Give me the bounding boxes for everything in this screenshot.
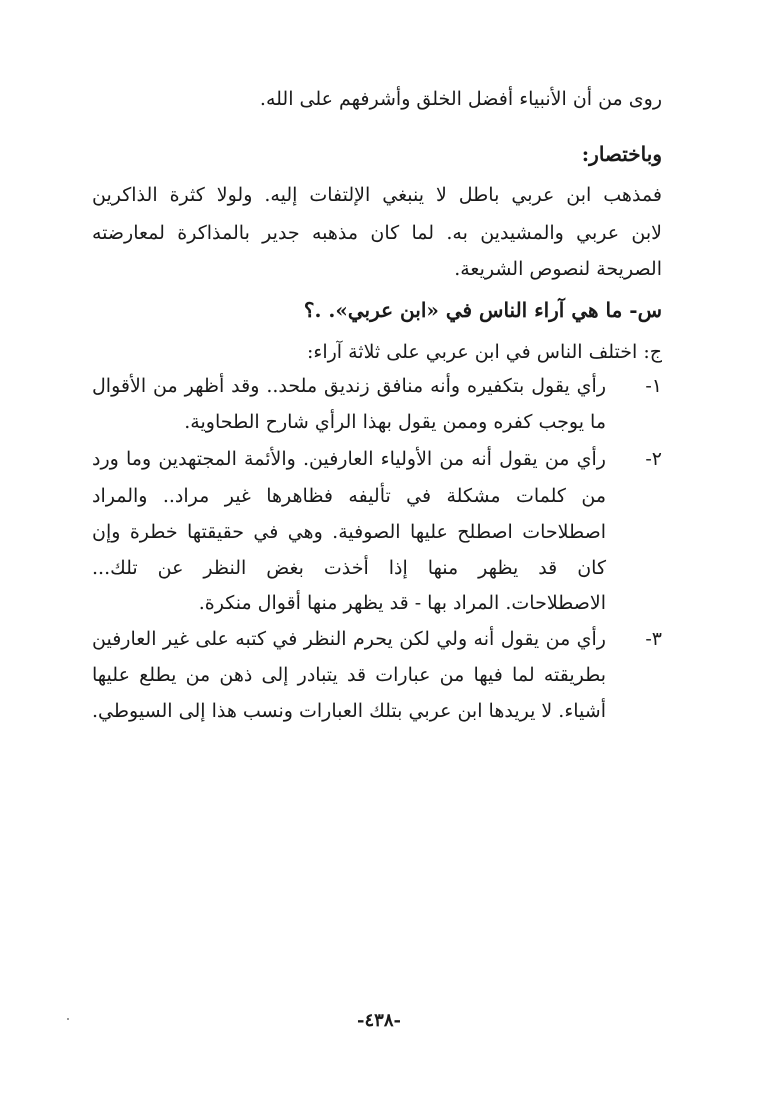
opinion-line: رأي من يقول أنه من الأولياء العارفين. والأئمة المجتهدين وما ورد: [92, 448, 606, 470]
opinion-line: بطريقته لما فيها من عبارات قد يتبادر إلى ذهن من يطلع عليها: [92, 664, 606, 686]
opinion-line: ما يوجب كفره وممن يقول بهذا الرأي شارح الطحاوية.: [184, 411, 606, 433]
opinion-line: رأي من يقول أنه ولي لكن يحرم النظر في كتبه على غير العارفين: [92, 628, 606, 650]
summary-line: الصريحة لنصوص الشريعة.: [454, 258, 662, 280]
opinion-line: كان قد يظهر منها إذا أخذت بغض النظر عن تلك...: [92, 557, 606, 579]
summary-line: فمذهب ابن عربي باطل لا ينبغي الإلتفات إليه. ولولا كثرة الذاكرين: [92, 184, 662, 206]
answer-intro: ج: اختلف الناس في ابن عربي على ثلاثة آراء:: [306, 341, 662, 363]
opinion-line: الاصطلاحات. المراد بها - قد يظهر منها أقوال منكرة.: [198, 592, 606, 614]
opinion-line: اصطلاحات اصطلح عليها الصوفية. وهي في حقيقتها خطرة وإن: [92, 521, 606, 543]
opinion-line: أشياء. لا يريدها ابن عربي بتلك العبارات ونسب هذا إلى السيوطي.: [92, 700, 606, 722]
opinion-number: ٣-: [645, 628, 662, 650]
opinion-number: ٢-: [645, 448, 662, 470]
question-line: س- ما هي آراء الناس في «ابن عربي». .؟: [303, 298, 662, 322]
summary-line: لابن عربي والمشيدين به. لما كان مذهبه جدير بالمذاكرة لمعارضته: [92, 222, 662, 244]
opinion-line: من كلمات مشكلة في تأليفه فظاهرها غير مراد.. والمراد: [92, 485, 606, 507]
summary-heading: وباختصار:: [581, 142, 662, 166]
opinion-line: رأي يقول بتكفيره وأنه منافق زنديق ملحد.. وقد أظهر من الأقوال: [92, 375, 606, 397]
page-number: -٤٣٨-: [357, 1010, 401, 1031]
opinion-number: ١-: [645, 375, 662, 397]
intro-line: روى من أن الأنبياء أفضل الخلق وأشرفهم على الله.: [259, 88, 662, 110]
scan-speck: [67, 1018, 69, 1020]
